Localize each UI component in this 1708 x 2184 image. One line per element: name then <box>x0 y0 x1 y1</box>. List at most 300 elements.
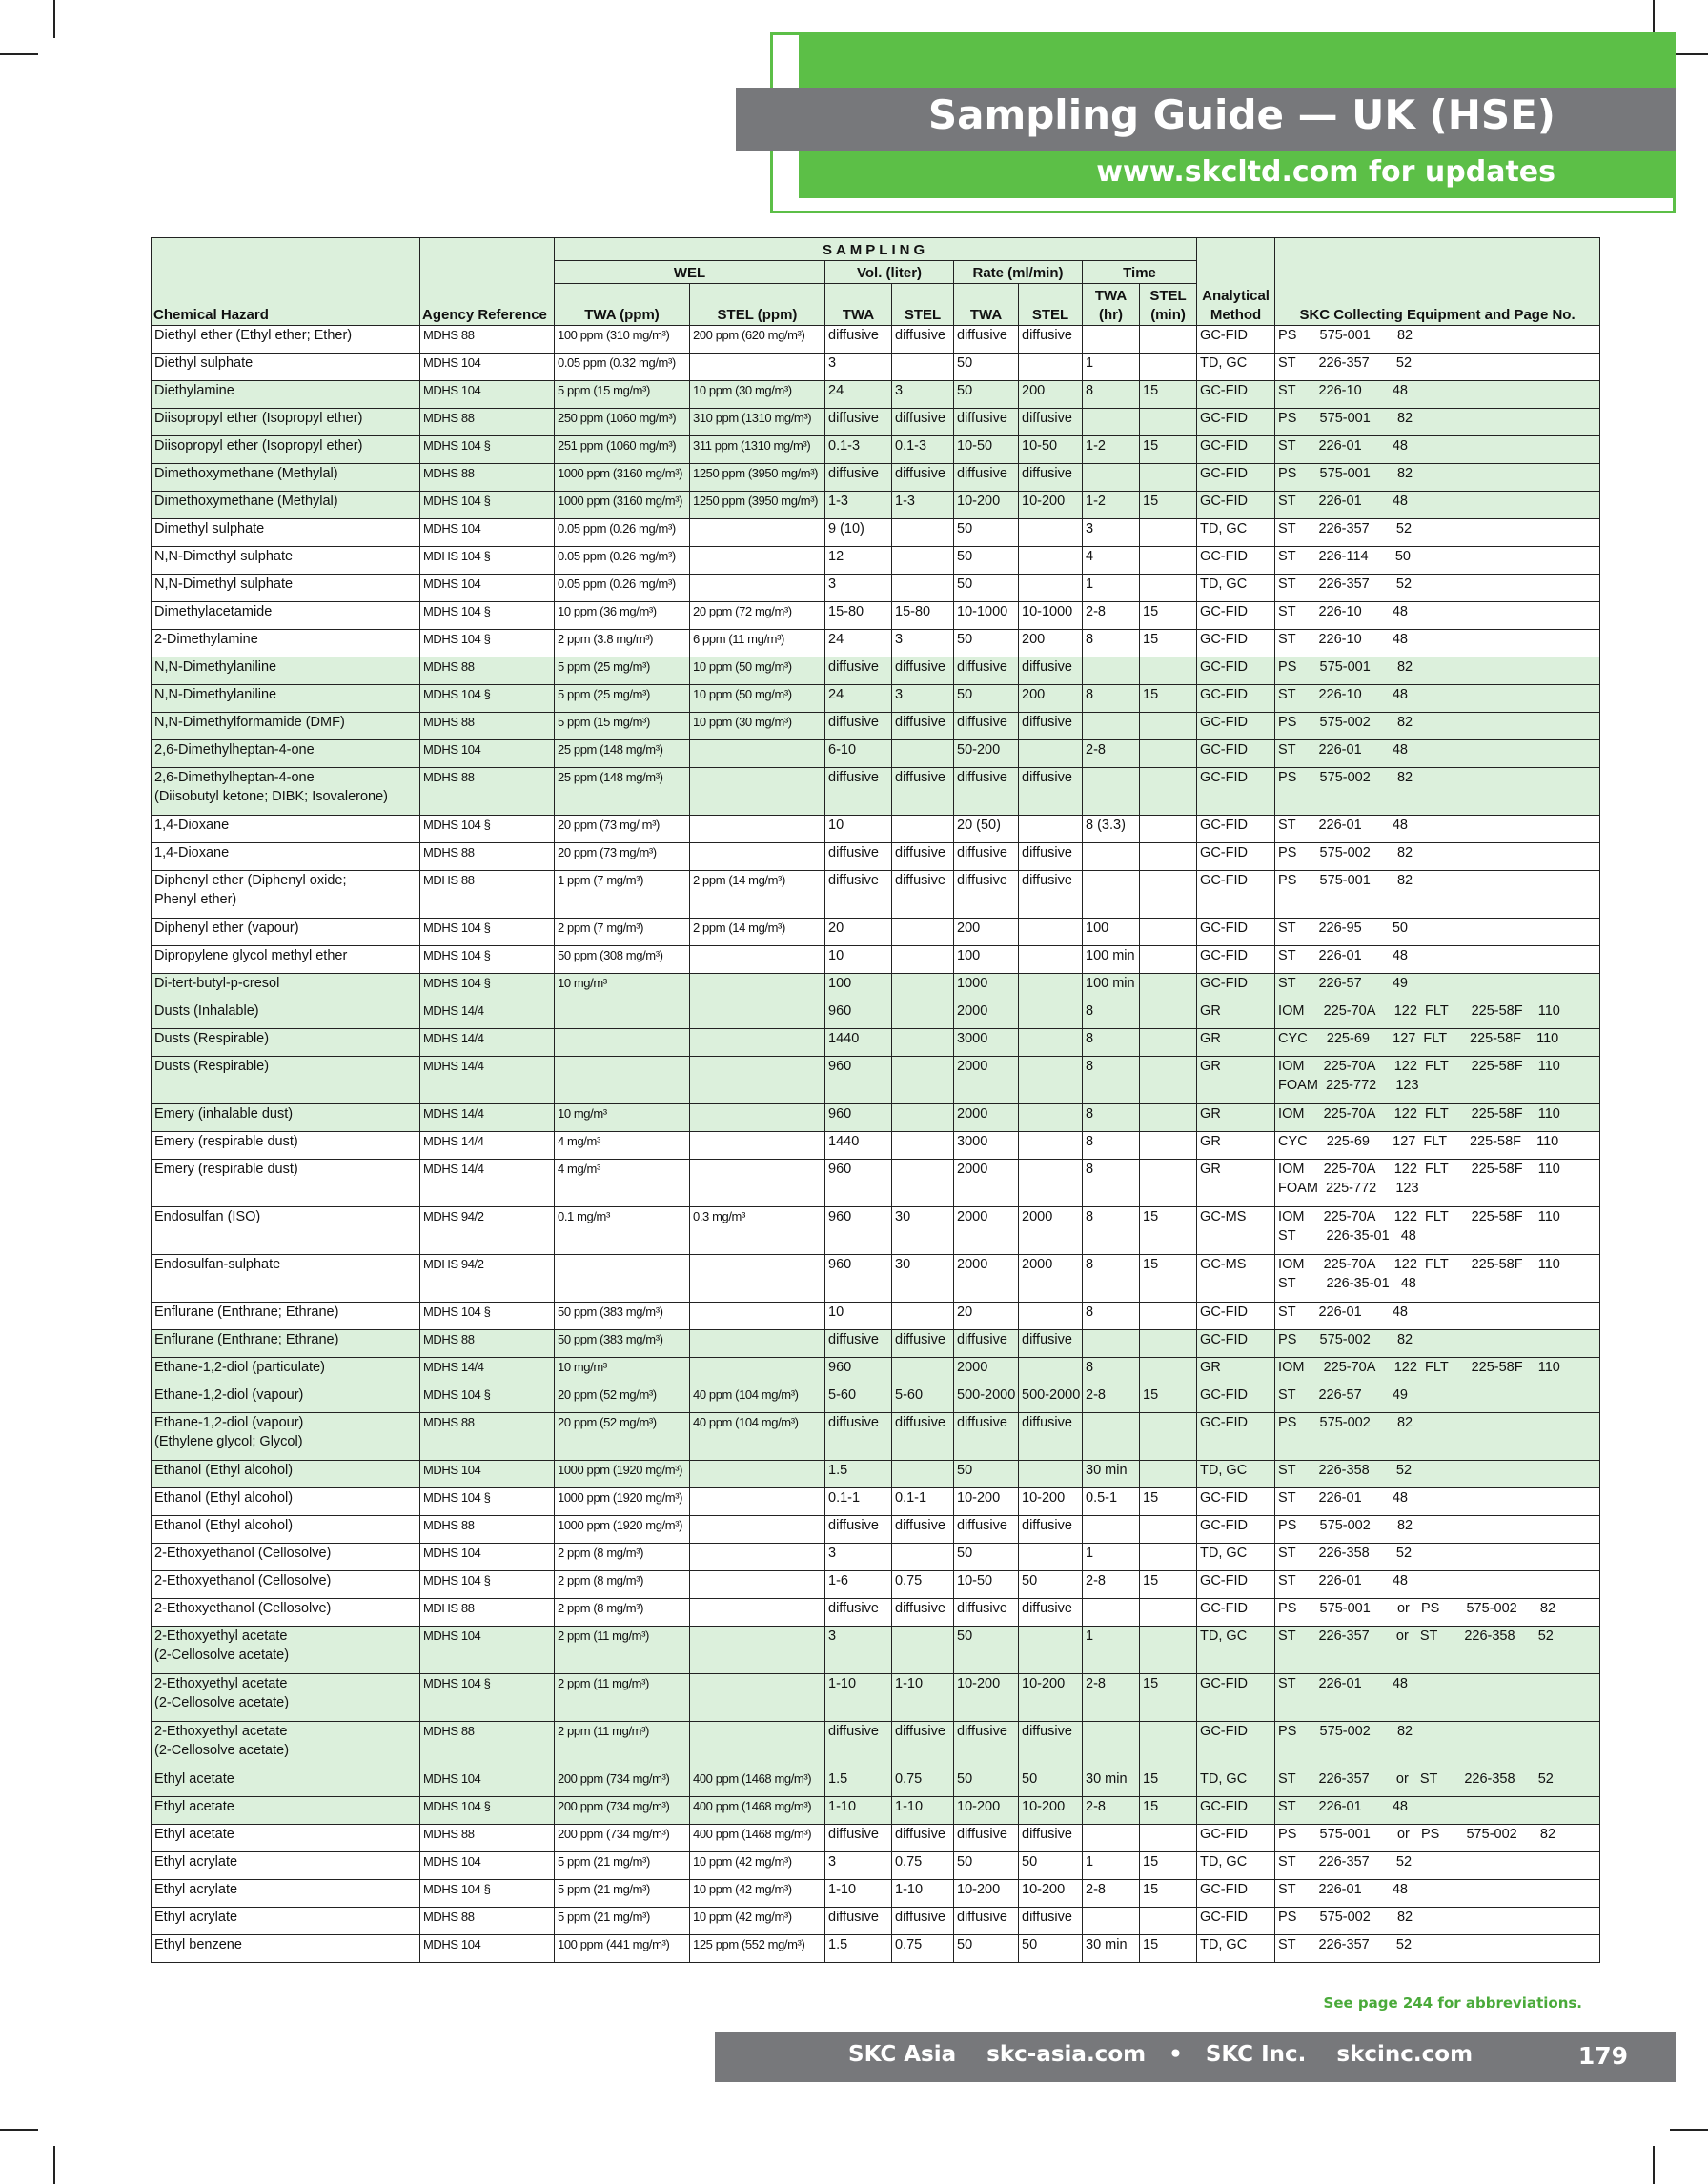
cell-time-stel <box>1140 974 1197 1001</box>
cell-wel-stel: 20 ppm (72 mg/m³) <box>690 602 825 630</box>
footer-bar <box>715 2032 1676 2082</box>
cell-collecting-equipment: PS 575-002 82 <box>1275 843 1600 871</box>
cell-wel-twa: 2 ppm (3.8 mg/m³) <box>555 630 690 657</box>
cell-wel-stel: 10 ppm (30 mg/m³) <box>690 381 825 409</box>
cell-rate-stel <box>1019 946 1083 974</box>
cell-vol-twa: 3 <box>825 354 892 381</box>
cell-agency-reference: MDHS 88 <box>420 713 555 740</box>
cell-vol-twa: 960 <box>825 1255 892 1303</box>
cell-time-stel: 15 <box>1140 1488 1197 1516</box>
table-row <box>152 436 1600 464</box>
cell-rate-stel <box>1019 1461 1083 1488</box>
cell-rate-stel: 10-200 <box>1019 1488 1083 1516</box>
cell-vol-stel: 3 <box>892 630 954 657</box>
cell-rate-stel: 50 <box>1019 1571 1083 1599</box>
table-row <box>152 409 1600 436</box>
cell-wel-stel: 10 ppm (50 mg/m³) <box>690 685 825 713</box>
cell-rate-twa: 2000 <box>954 1255 1019 1303</box>
cell-collecting-equipment: IOM 225-70A 122 FLT 225-58F 110 FOAM 225-772 123 <box>1275 1057 1600 1104</box>
cell-agency-reference: MDHS 88 <box>420 1516 555 1544</box>
cell-vol-twa: 1.5 <box>825 1769 892 1797</box>
cell-vol-twa: diffusive <box>825 1516 892 1544</box>
cell-rate-stel: diffusive <box>1019 1722 1083 1769</box>
cell-chemical: 1,4-Dioxane <box>152 816 420 843</box>
cell-analytical-method: GC-FID <box>1197 602 1275 630</box>
cell-rate-twa: 3000 <box>954 1029 1019 1057</box>
cell-rate-stel: 10-50 <box>1019 436 1083 464</box>
cell-vol-stel: diffusive <box>892 409 954 436</box>
cell-analytical-method: GC-FID <box>1197 1825 1275 1852</box>
cell-vol-twa: 3 <box>825 1544 892 1571</box>
cell-analytical-method: GC-FID <box>1197 919 1275 946</box>
cell-analytical-method: GC-FID <box>1197 464 1275 492</box>
cell-time-twa: 2-8 <box>1083 602 1140 630</box>
cell-analytical-method: GC-FID <box>1197 436 1275 464</box>
cell-agency-reference: MDHS 14/4 <box>420 1029 555 1057</box>
cell-wel-twa: 1000 ppm (3160 mg/m³) <box>555 464 690 492</box>
cell-vol-twa: 1-10 <box>825 1797 892 1825</box>
cell-collecting-equipment: ST 226-358 52 <box>1275 1544 1600 1571</box>
cell-rate-stel <box>1019 1358 1083 1385</box>
cell-time-stel <box>1140 657 1197 685</box>
cell-rate-twa: 20 (50) <box>954 816 1019 843</box>
cell-wel-stel: 10 ppm (42 mg/m³) <box>690 1908 825 1935</box>
cell-vol-stel <box>892 740 954 768</box>
cell-rate-twa: 100 <box>954 946 1019 974</box>
cell-rate-stel: diffusive <box>1019 326 1083 354</box>
cell-chemical: Ethanol (Ethyl alcohol) <box>152 1461 420 1488</box>
cell-analytical-method: TD, GC <box>1197 354 1275 381</box>
cell-rate-twa: 50 <box>954 381 1019 409</box>
cell-vol-twa: 10 <box>825 1303 892 1330</box>
cell-analytical-method: GC-FID <box>1197 1303 1275 1330</box>
cell-rate-stel: 10-200 <box>1019 492 1083 519</box>
cell-rate-stel: 200 <box>1019 381 1083 409</box>
cell-chemical: Dimethyl sulphate <box>152 519 420 547</box>
cell-rate-twa: 1000 <box>954 974 1019 1001</box>
cell-vol-stel: 1-3 <box>892 492 954 519</box>
table-row <box>152 1330 1600 1358</box>
cell-time-twa: 8 <box>1083 1358 1140 1385</box>
cell-analytical-method: GC-FID <box>1197 1599 1275 1627</box>
cell-wel-stel <box>690 354 825 381</box>
cell-agency-reference: MDHS 104 <box>420 1627 555 1674</box>
cell-agency-reference: MDHS 14/4 <box>420 1160 555 1207</box>
cell-vol-stel <box>892 519 954 547</box>
cell-vol-twa: 960 <box>825 1057 892 1104</box>
cell-time-twa <box>1083 768 1140 816</box>
table-row <box>152 602 1600 630</box>
cell-wel-twa: 200 ppm (734 mg/m³) <box>555 1797 690 1825</box>
cell-wel-twa: 20 ppm (73 mg/ m³) <box>555 816 690 843</box>
cell-vol-stel: diffusive <box>892 1825 954 1852</box>
cell-collecting-equipment: IOM 225-70A 122 FLT 225-58F 110 <box>1275 1001 1600 1029</box>
table-body <box>152 326 1600 1963</box>
cell-wel-stel: 10 ppm (42 mg/m³) <box>690 1880 825 1908</box>
cell-vol-stel <box>892 1461 954 1488</box>
cell-collecting-equipment: PS 575-002 82 <box>1275 1330 1600 1358</box>
cell-time-twa: 2-8 <box>1083 1797 1140 1825</box>
cell-agency-reference: MDHS 94/2 <box>420 1207 555 1255</box>
cell-time-twa: 3 <box>1083 519 1140 547</box>
cell-analytical-method: GC-FID <box>1197 492 1275 519</box>
cell-chemical: Diethylamine <box>152 381 420 409</box>
cell-agency-reference: MDHS 88 <box>420 1413 555 1461</box>
cell-wel-stel <box>690 519 825 547</box>
cell-chemical: Emery (respirable dust) <box>152 1132 420 1160</box>
table-row <box>152 492 1600 519</box>
cell-chemical: Ethyl acrylate <box>152 1908 420 1935</box>
cell-rate-twa: 200 <box>954 919 1019 946</box>
cell-agency-reference: MDHS 88 <box>420 1599 555 1627</box>
cell-rate-twa: 3000 <box>954 1132 1019 1160</box>
cell-collecting-equipment: ST 226-01 48 <box>1275 740 1600 768</box>
cell-time-stel <box>1140 1825 1197 1852</box>
cell-analytical-method: GR <box>1197 1104 1275 1132</box>
cell-collecting-equipment: ST 226-358 52 <box>1275 1461 1600 1488</box>
cell-rate-twa: diffusive <box>954 464 1019 492</box>
cell-wel-twa: 0.05 ppm (0.26 mg/m³) <box>555 519 690 547</box>
cell-collecting-equipment: ST 226-10 48 <box>1275 630 1600 657</box>
cell-wel-twa: 2 ppm (11 mg/m³) <box>555 1722 690 1769</box>
cell-time-twa: 1 <box>1083 354 1140 381</box>
cell-rate-stel <box>1019 354 1083 381</box>
cell-agency-reference: MDHS 104 <box>420 1544 555 1571</box>
cell-rate-twa: 10-200 <box>954 1880 1019 1908</box>
cell-wel-stel <box>690 1330 825 1358</box>
cell-collecting-equipment: ST 226-01 48 <box>1275 1488 1600 1516</box>
cell-chemical: Ethyl benzene <box>152 1935 420 1963</box>
cell-rate-twa: 50 <box>954 1852 1019 1880</box>
cell-vol-twa: 10 <box>825 816 892 843</box>
cell-rate-stel: 10-200 <box>1019 1880 1083 1908</box>
cell-wel-twa: 0.05 ppm (0.26 mg/m³) <box>555 575 690 602</box>
cell-agency-reference: MDHS 104 <box>420 381 555 409</box>
cell-collecting-equipment: ST 226-01 48 <box>1275 1797 1600 1825</box>
table-row <box>152 1358 1600 1385</box>
table-row <box>152 1488 1600 1516</box>
cell-analytical-method: GR <box>1197 1132 1275 1160</box>
cell-analytical-method: GC-FID <box>1197 740 1275 768</box>
table-row <box>152 685 1600 713</box>
cell-rate-stel <box>1019 1627 1083 1674</box>
cell-rate-twa: 50-200 <box>954 740 1019 768</box>
cell-chemical: Diisopropyl ether (Isopropyl ether) <box>152 409 420 436</box>
cell-rate-stel: 2000 <box>1019 1207 1083 1255</box>
cell-vol-stel <box>892 1303 954 1330</box>
cell-analytical-method: TD, GC <box>1197 519 1275 547</box>
cell-vol-twa: 1-10 <box>825 1674 892 1722</box>
cell-time-stel: 15 <box>1140 1255 1197 1303</box>
cell-vol-twa: 1440 <box>825 1132 892 1160</box>
cell-rate-stel: diffusive <box>1019 409 1083 436</box>
cell-time-twa: 30 min <box>1083 1769 1140 1797</box>
table-row <box>152 1104 1600 1132</box>
cell-agency-reference: MDHS 104 § <box>420 816 555 843</box>
cell-agency-reference: MDHS 104 § <box>420 685 555 713</box>
cell-wel-twa: 20 ppm (73 mg/m³) <box>555 843 690 871</box>
cell-agency-reference: MDHS 104 <box>420 519 555 547</box>
cell-time-stel: 15 <box>1140 1674 1197 1722</box>
cell-collecting-equipment: ST 226-357 52 <box>1275 1852 1600 1880</box>
cell-wel-twa: 4 mg/m³ <box>555 1132 690 1160</box>
cell-vol-twa: 960 <box>825 1160 892 1207</box>
cell-chemical: 2-Ethoxyethyl acetate (2-Cellosolve acetate) <box>152 1674 420 1722</box>
cell-agency-reference: MDHS 14/4 <box>420 1001 555 1029</box>
cell-rate-twa: 10-1000 <box>954 602 1019 630</box>
header-url: www.skcltd.com for updates <box>1096 155 1556 189</box>
cell-time-twa: 1-2 <box>1083 492 1140 519</box>
table-row <box>152 1797 1600 1825</box>
cell-rate-stel: diffusive <box>1019 768 1083 816</box>
cell-wel-twa: 25 ppm (148 mg/m³) <box>555 740 690 768</box>
footer-text: SKC Asia skc-asia.com • SKC Inc. skcinc.com <box>848 2042 1474 2067</box>
cell-collecting-equipment: PS 575-002 82 <box>1275 1722 1600 1769</box>
cell-chemical: Diisopropyl ether (Isopropyl ether) <box>152 436 420 464</box>
cell-rate-stel: 50 <box>1019 1769 1083 1797</box>
cell-agency-reference: MDHS 104 <box>420 740 555 768</box>
cell-time-twa <box>1083 1330 1140 1358</box>
cell-collecting-equipment: IOM 225-70A 122 FLT 225-58F 110 FOAM 225-772 123 <box>1275 1160 1600 1207</box>
cell-wel-twa: 1000 ppm (1920 mg/m³) <box>555 1516 690 1544</box>
cell-time-stel <box>1140 1358 1197 1385</box>
cell-wel-twa: 20 ppm (52 mg/m³) <box>555 1385 690 1413</box>
cell-agency-reference: MDHS 88 <box>420 1908 555 1935</box>
cell-chemical: 2-Ethoxyethyl acetate (2-Cellosolve acetate) <box>152 1722 420 1769</box>
cell-vol-stel: 3 <box>892 381 954 409</box>
cell-agency-reference: MDHS 104 § <box>420 946 555 974</box>
cell-wel-stel <box>690 843 825 871</box>
cell-rate-stel <box>1019 1029 1083 1057</box>
cell-wel-stel <box>690 1571 825 1599</box>
cell-agency-reference: MDHS 104 § <box>420 1488 555 1516</box>
cell-rate-stel: diffusive <box>1019 871 1083 919</box>
cell-wel-stel <box>690 1488 825 1516</box>
table-row <box>152 871 1600 919</box>
cell-time-twa: 8 (3.3) <box>1083 816 1140 843</box>
cell-vol-stel <box>892 1001 954 1029</box>
cell-agency-reference: MDHS 88 <box>420 326 555 354</box>
cell-time-twa <box>1083 1516 1140 1544</box>
table-row <box>152 1571 1600 1599</box>
cell-time-twa: 8 <box>1083 630 1140 657</box>
cell-wel-twa: 2 ppm (7 mg/m³) <box>555 919 690 946</box>
table-row <box>152 326 1600 354</box>
cell-chemical: Dusts (Respirable) <box>152 1029 420 1057</box>
cell-rate-twa: diffusive <box>954 1516 1019 1544</box>
table-row <box>152 1255 1600 1303</box>
cell-time-stel: 15 <box>1140 381 1197 409</box>
cell-vol-stel <box>892 1358 954 1385</box>
table-row <box>152 1722 1600 1769</box>
cell-time-twa: 2-8 <box>1083 1385 1140 1413</box>
cell-time-stel: 15 <box>1140 1385 1197 1413</box>
cell-agency-reference: MDHS 104 § <box>420 547 555 575</box>
cell-chemical: Endosulfan-sulphate <box>152 1255 420 1303</box>
cell-agency-reference: MDHS 88 <box>420 1330 555 1358</box>
cell-chemical: 2-Ethoxyethanol (Cellosolve) <box>152 1571 420 1599</box>
cell-wel-stel <box>690 1303 825 1330</box>
cell-vol-stel: 5-60 <box>892 1385 954 1413</box>
cell-vol-twa: 100 <box>825 974 892 1001</box>
table-row <box>152 1544 1600 1571</box>
cell-rate-twa: 50 <box>954 354 1019 381</box>
cell-analytical-method: TD, GC <box>1197 1627 1275 1674</box>
cell-vol-stel: diffusive <box>892 843 954 871</box>
cell-rate-twa: 50 <box>954 1627 1019 1674</box>
cell-wel-twa: 25 ppm (148 mg/m³) <box>555 768 690 816</box>
cell-wel-stel <box>690 740 825 768</box>
cell-rate-twa: 2000 <box>954 1001 1019 1029</box>
cell-time-twa: 8 <box>1083 1104 1140 1132</box>
cell-agency-reference: MDHS 88 <box>420 464 555 492</box>
cell-vol-twa: 960 <box>825 1358 892 1385</box>
cell-vol-stel <box>892 1029 954 1057</box>
cell-rate-twa: 50 <box>954 1544 1019 1571</box>
cell-chemical: N,N-Dimethylaniline <box>152 685 420 713</box>
cell-chemical: Dimethoxymethane (Methylal) <box>152 492 420 519</box>
cell-wel-stel <box>690 1255 825 1303</box>
cell-wel-twa: 2 ppm (8 mg/m³) <box>555 1599 690 1627</box>
cell-vol-twa: diffusive <box>825 409 892 436</box>
cell-agency-reference: MDHS 88 <box>420 871 555 919</box>
cell-collecting-equipment: IOM 225-70A 122 FLT 225-58F 110 ST 226-35-01 48 <box>1275 1207 1600 1255</box>
cell-rate-stel: diffusive <box>1019 843 1083 871</box>
table-row <box>152 740 1600 768</box>
cell-collecting-equipment: ST 226-114 50 <box>1275 547 1600 575</box>
table-row <box>152 843 1600 871</box>
table-row <box>152 1160 1600 1207</box>
cell-analytical-method: GC-FID <box>1197 974 1275 1001</box>
cell-chemical: 2-Ethoxyethyl acetate (2-Cellosolve acetate) <box>152 1627 420 1674</box>
table-row <box>152 1207 1600 1255</box>
cell-vol-twa: 1-6 <box>825 1571 892 1599</box>
cell-time-stel <box>1140 1104 1197 1132</box>
cell-analytical-method: TD, GC <box>1197 1935 1275 1963</box>
cell-rate-twa: diffusive <box>954 657 1019 685</box>
cell-analytical-method: GC-FID <box>1197 1413 1275 1461</box>
cell-wel-stel <box>690 1132 825 1160</box>
cell-time-stel <box>1140 1461 1197 1488</box>
cell-rate-stel <box>1019 1104 1083 1132</box>
cell-rate-stel: 50 <box>1019 1935 1083 1963</box>
cell-vol-stel: diffusive <box>892 713 954 740</box>
cell-rate-twa: 50 <box>954 685 1019 713</box>
cell-rate-stel <box>1019 974 1083 1001</box>
cell-wel-twa <box>555 1255 690 1303</box>
cell-rate-twa: 50 <box>954 1935 1019 1963</box>
cell-wel-stel: 400 ppm (1468 mg/m³) <box>690 1797 825 1825</box>
cell-collecting-equipment: ST 226-10 48 <box>1275 602 1600 630</box>
cell-rate-twa: 50 <box>954 575 1019 602</box>
cell-analytical-method: GC-MS <box>1197 1255 1275 1303</box>
cell-chemical: Ethyl acrylate <box>152 1852 420 1880</box>
cell-rate-stel: 200 <box>1019 630 1083 657</box>
cell-vol-stel <box>892 1104 954 1132</box>
cell-analytical-method: GC-FID <box>1197 946 1275 974</box>
cell-agency-reference: MDHS 104 <box>420 1852 555 1880</box>
table-row <box>152 1674 1600 1722</box>
table-row <box>152 381 1600 409</box>
cell-time-twa <box>1083 713 1140 740</box>
cell-vol-stel: 0.75 <box>892 1852 954 1880</box>
cell-time-stel <box>1140 1303 1197 1330</box>
cell-time-stel: 15 <box>1140 685 1197 713</box>
cell-time-twa: 8 <box>1083 1255 1140 1303</box>
cell-time-stel <box>1140 1544 1197 1571</box>
cell-wel-twa: 0.05 ppm (0.32 mg/m³) <box>555 354 690 381</box>
cell-vol-twa: 1.5 <box>825 1935 892 1963</box>
cell-vol-twa: diffusive <box>825 657 892 685</box>
cell-vol-twa: diffusive <box>825 1825 892 1852</box>
table-row <box>152 1852 1600 1880</box>
cell-vol-stel: diffusive <box>892 871 954 919</box>
cell-analytical-method: GC-FID <box>1197 1488 1275 1516</box>
cell-chemical: Endosulfan (ISO) <box>152 1207 420 1255</box>
cell-time-stel: 15 <box>1140 1207 1197 1255</box>
crop-mark <box>1670 53 1708 55</box>
cell-vol-twa: 20 <box>825 919 892 946</box>
cell-vol-twa: 3 <box>825 1627 892 1674</box>
cell-analytical-method: GC-FID <box>1197 1797 1275 1825</box>
cell-rate-twa: diffusive <box>954 326 1019 354</box>
cell-time-stel: 15 <box>1140 1571 1197 1599</box>
cell-collecting-equipment: CYC 225-69 127 FLT 225-58F 110 <box>1275 1029 1600 1057</box>
cell-vol-stel: diffusive <box>892 326 954 354</box>
cell-vol-stel: 1-10 <box>892 1674 954 1722</box>
cell-time-stel <box>1140 1722 1197 1769</box>
cell-chemical: Emery (respirable dust) <box>152 1160 420 1207</box>
cell-wel-stel: 200 ppm (620 mg/m³) <box>690 326 825 354</box>
cell-time-stel <box>1140 816 1197 843</box>
cell-time-twa <box>1083 1722 1140 1769</box>
cell-agency-reference: MDHS 14/4 <box>420 1132 555 1160</box>
cell-analytical-method: GC-FID <box>1197 843 1275 871</box>
cell-collecting-equipment: PS 575-002 82 <box>1275 1516 1600 1544</box>
cell-vol-stel: 0.75 <box>892 1769 954 1797</box>
cell-vol-stel: diffusive <box>892 1908 954 1935</box>
cell-analytical-method: TD, GC <box>1197 1852 1275 1880</box>
cell-collecting-equipment: ST 226-57 49 <box>1275 974 1600 1001</box>
cell-wel-twa: 5 ppm (15 mg/m³) <box>555 713 690 740</box>
subgroup-header-volume: Vol. (liter) <box>825 261 954 284</box>
cell-analytical-method: GC-FID <box>1197 1908 1275 1935</box>
cell-wel-stel: 1250 ppm (3950 mg/m³) <box>690 464 825 492</box>
cell-vol-stel: 3 <box>892 685 954 713</box>
cell-collecting-equipment: ST 226-01 48 <box>1275 816 1600 843</box>
cell-time-stel: 15 <box>1140 492 1197 519</box>
cell-rate-twa: 10-200 <box>954 492 1019 519</box>
crop-mark <box>0 2129 38 2131</box>
cell-agency-reference: MDHS 104 § <box>420 974 555 1001</box>
cell-chemical: 1,4-Dioxane <box>152 843 420 871</box>
cell-time-stel <box>1140 1160 1197 1207</box>
sampling-group-header: SAMPLING <box>555 238 1197 261</box>
cell-agency-reference: MDHS 104 § <box>420 1385 555 1413</box>
cell-agency-reference: MDHS 14/4 <box>420 1057 555 1104</box>
cell-wel-stel <box>690 1544 825 1571</box>
table-row <box>152 1769 1600 1797</box>
crop-mark <box>1653 2146 1655 2184</box>
cell-rate-stel: diffusive <box>1019 1413 1083 1461</box>
cell-wel-stel: 400 ppm (1468 mg/m³) <box>690 1825 825 1852</box>
cell-agency-reference: MDHS 88 <box>420 657 555 685</box>
cell-wel-stel: 311 ppm (1310 mg/m³) <box>690 436 825 464</box>
cell-agency-reference: MDHS 104 § <box>420 492 555 519</box>
cell-vol-stel: diffusive <box>892 1413 954 1461</box>
cell-collecting-equipment: ST 226-57 49 <box>1275 1385 1600 1413</box>
cell-agency-reference: MDHS 88 <box>420 843 555 871</box>
